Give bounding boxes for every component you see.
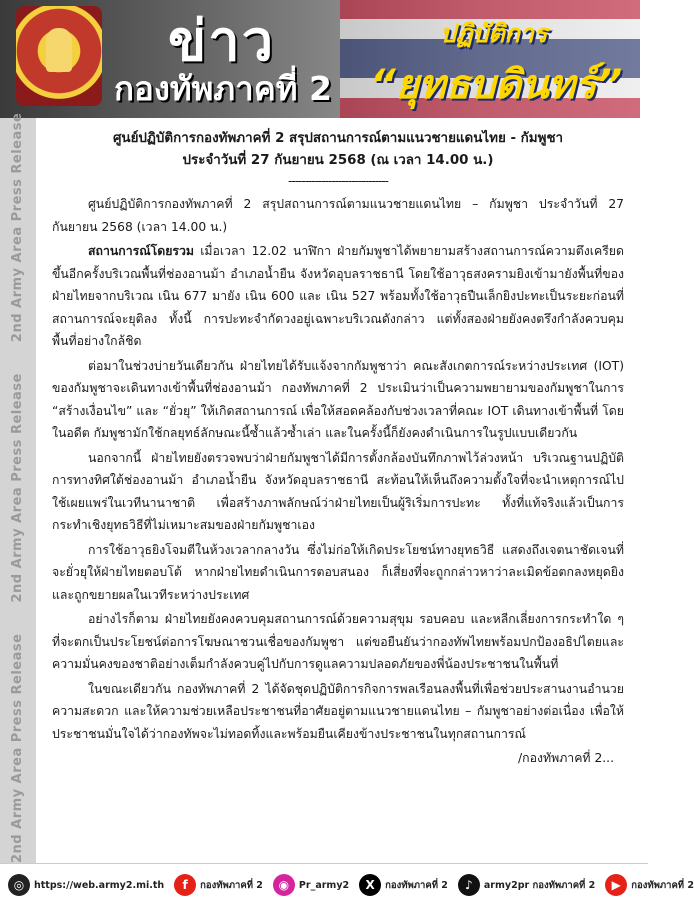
document-title-line1: ศูนย์ปฏิบัติการกองทัพภาคที่ 2 สรุปสถานการณ์ตามแนวชายแดนไทย - กัมพูชา — [112, 131, 564, 146]
overview-text: เมื่อเวลา 12.02 นาฬิกา ฝ่ายกัมพูชาได้พยายามสร้างสถานการณ์ความตึงเครียดขึ้นอีกครั้งบริเวณพื้นที่ช่องอานม้า อำเภอน้ำยืน จังหวัดอุบลราชธานี โดยใช้อาวุธสงครามยิงเข้ามายังพื้นที่ของฝ่ายไทยจากบริเวณ เนิน 677 มายัง เนิน 600 และ เนิน 527 พร้อมทั้งใช้อาวุธปืนเล็กยิงปะทะเป็นระยะก่อนที่สถานการณ์จะยุติลง ทั้งนี้ การปะทะจำกัดวงอยู่เฉพาะบริเวณดังกล่าว แต่ทั้งสองฝ่ายยังคงตรึงกำลังควบคุมพื้นที่อย่างใกล้ชิด — [52, 244, 624, 348]
footer-facebook-link[interactable] — [174, 874, 263, 896]
instagram-icon: ◉ — [273, 874, 295, 896]
document-signoff: /กองทัพภาคที่ 2... — [518, 751, 614, 765]
overview-paragraph — [52, 240, 624, 353]
army-emblem-icon — [16, 6, 102, 106]
tiktok-icon: ♪ — [458, 874, 480, 896]
footer-label: กองทัพภาคที่ 2 — [200, 879, 263, 891]
footer-label: https://web.army2.mi.th — [34, 879, 165, 891]
title-divider: ------------------------------ — [288, 174, 388, 188]
side-banner-text: 2nd Army Area Press Release — [10, 112, 25, 343]
side-press-release-banner — [0, 112, 36, 863]
paragraph-civil-affairs: ในขณะเดียวกัน กองทัพภาคที่ 2 ได้จัดชุดปฏิบัติการกิจการพลเรือนลงพื้นที่เพื่อช่วยประสานงานอำนวยความสะดวก และให้ความช่วยเหลือประชาชนที่อาศัยอยู่ตามแนวชายแดนไทย – กัมพูชาอย่างต่อเนื่อง เพื่อให้ประชาชนมั่นใจได้ว่ากองทัพจะไม่ทอดทิ้งและพร้อมยืนเคียงข้างประชาชนในทุกสถานการณ์ — [52, 681, 624, 741]
header-banner — [0, 0, 640, 118]
footer-label: army2pr กองทัพภาคที่ 2 — [483, 879, 596, 891]
document-title-line2: ประจำวันที่ 27 กันยายน 2568 (ณ เวลา 14.00 น.) — [182, 153, 494, 168]
side-banner-text: 2nd Army Area Press Release — [10, 373, 25, 603]
footer-tiktok-link[interactable] — [458, 874, 595, 896]
side-banner-text: 2nd Army Area Press Release — [10, 633, 25, 863]
intro-paragraph: ศูนย์ปฏิบัติการกองทัพภาคที่ 2 สรุปสถานการณ์ตามแนวชายแดนไทย – กัมพูชา ประจำวันที่ 27 กันยายน 2568 (เวลา 14.00 น.) — [52, 197, 624, 234]
document-body — [52, 128, 624, 770]
operation-name: “ยุทธบดินทร์” — [370, 62, 623, 108]
footer-label: Pr_army2 — [298, 879, 350, 891]
overview-label: สถานการณ์โดยรวม — [88, 244, 195, 258]
social-footer — [0, 863, 694, 906]
footer-youtube-link[interactable] — [605, 874, 694, 896]
footer-label: กองทัพภาคที่ 2 — [385, 879, 448, 891]
operation-label: ปฏิบัติการ — [440, 19, 548, 48]
footer-x-link[interactable] — [359, 874, 448, 896]
footer-website-link[interactable] — [8, 874, 164, 896]
footer-instagram-link[interactable] — [273, 874, 349, 896]
x-icon: X — [359, 874, 381, 896]
paragraph-camera: นอกจากนี้ ฝ่ายไทยยังตรวจพบว่าฝ่ายกัมพูชาได้มีการตั้งกล้องบันทึกภาพไว้ล่วงหน้า บริเวณฐานปฏิบัติการทางทิศใต้ช่องอานม้า อำเภอน้ำยืน จังหวัดอุบลราชธานี สะท้อนให้เห็นถึงความตั้งใจที่จะนำเหตุการณ์ไปใช้เผยแพร่ในเวทีนานาชาติ เพื่อสร้างภาพลักษณ์ว่าฝ่ายไทยเป็นผู้ริเริ่มการปะทะ ทั้งที่แท้จริงแล้วเป็นการกระทำเชิงยุทธวิธีที่ไม่เหมาะสมของฝ่ายกัมพูชาเอง — [52, 450, 624, 532]
paragraph-response: อย่างไรก็ตาม ฝ่ายไทยยังคงควบคุมสถานการณ์ด้วยความสุขุม รอบคอบ และหลีกเลี่ยงการกระทำใด ๆ ที่จะตกเป็นประโยชน์ต่อการโฆษณาชวนเชื่อของกัมพูชา แต่ขอยืนยันว่ากองทัพไทยพร้อมปกป้องอธิปไตยและความมั่นคงของชาติอย่างเต็มกำลังควบคู่ไปกับการดูแลความปลอดภัยของพี่น้องประชาชนในพื้นที่ — [52, 612, 624, 671]
facebook-icon: f — [174, 874, 196, 896]
paragraph-iot: ต่อมาในช่วงบ่ายวันเดียวกัน ฝ่ายไทยได้รับแจ้งจากกัมพูชาว่า คณะสังเกตการณ์ระหว่างประเทศ (IOT) ของกัมพูชาจะเดินทางเข้าพื้นที่ช่องอานม้า กองทัพภาคที่ 2 ประเมินว่าเป็นความพยายามของกัมพูชาในการ “สร้างเงื่อนไข” และ “ยั่วยุ” ให้เกิดสถานการณ์ เพื่อให้สอดคล้องกับช่วงเวลาที่คณะ IOT เดินทางเข้าพื้นที่ โดยในอดีต กัมพูชามักใช้กลยุทธ์ลักษณะนี้ซ้ำแล้วซ้ำเล่า และในครั้งนี้ก็ยังคงดำเนินการในรูปแบบเดียวกัน — [52, 358, 624, 440]
header-subtitle: กองทัพภาคที่ 2 — [114, 69, 332, 108]
header-title: ข่าว — [168, 9, 276, 74]
paragraph-provocation: การใช้อาวุธยิงโจมตีในห้วงเวลากลางวัน ซึ่งไม่ก่อให้เกิดประโยชน์ทางยุทธวิธี แสดงถึงเจตนาชัดเจนที่จะยั่วยุให้ฝ่ายไทยตอบโต้ หากฝ่ายไทยดำเนินการตอบสนอง ก็เสี่ยงที่จะถูกกล่าวหาว่าละเมิดข้อตกลงหยุดยิงและถูกขยายผลในเวทีระหว่างประเทศ — [52, 542, 624, 602]
youtube-icon: ▶ — [605, 874, 627, 896]
footer-label: กองทัพภาคที่ 2 — [631, 879, 694, 891]
globe-icon: ◎ — [8, 874, 30, 896]
